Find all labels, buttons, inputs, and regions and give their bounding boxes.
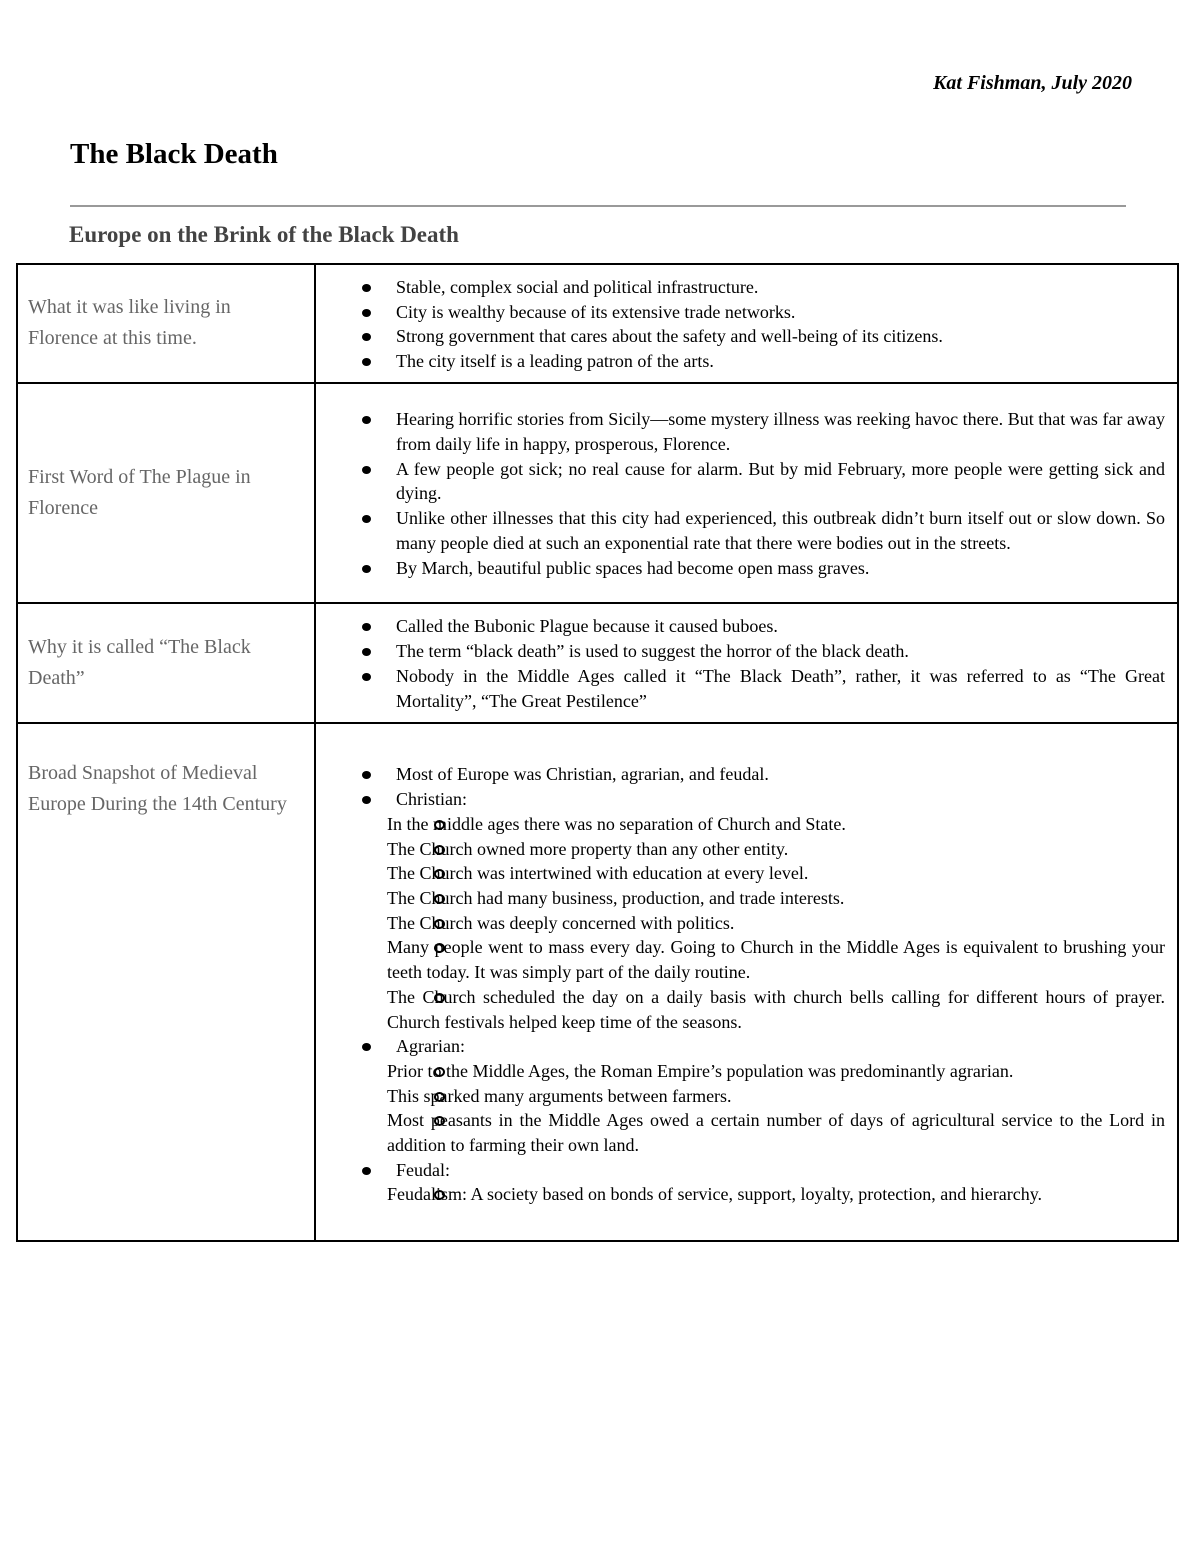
bullet-icon bbox=[362, 771, 371, 779]
bullet-icon bbox=[362, 796, 371, 804]
author-line: Kat Fishman, July 2020 bbox=[933, 72, 1132, 94]
list-item: Hearing horrific stories from Sicily—some mystery illness was reeking havoc there. But that was far away from daily life in happy, prosperous, Florence. bbox=[316, 407, 1165, 456]
bullet-icon bbox=[362, 648, 371, 656]
row-label: First Word of The Plague in Florence bbox=[17, 383, 315, 603]
hollow-bullet-icon bbox=[434, 993, 445, 1003]
bullet-icon bbox=[362, 515, 371, 523]
list-item: Feudal: Feudalism: A society based on bonds of service, support, loyalty, protection, and hierarchy. bbox=[316, 1158, 1165, 1207]
sub-list-item: This sparked many arguments between farmers. bbox=[387, 1085, 732, 1106]
hollow-bullet-icon bbox=[434, 845, 445, 855]
bullet-icon bbox=[362, 673, 371, 681]
bullet-icon bbox=[362, 333, 371, 341]
sublist-feudal bbox=[316, 1182, 1165, 1207]
bullet-icon bbox=[362, 1167, 371, 1175]
row-content bbox=[315, 383, 1178, 603]
row-content bbox=[315, 603, 1178, 723]
sub-list-item: In the middle ages there was no separation of Church and State. bbox=[387, 813, 846, 834]
sub-list-item: Many people went to mass every day. Going to Church in the Middle Ages is equivalent to brushing your teeth today. It was simply part of the daily routine. bbox=[387, 937, 1165, 983]
sub-list-item: The Church was deeply concerned with politics. bbox=[387, 912, 735, 933]
table-row bbox=[17, 603, 1178, 723]
bullet-icon bbox=[362, 565, 371, 573]
hollow-bullet-icon bbox=[434, 894, 445, 904]
list-item: Christian: In the middle ages there was no separation of Church and State. The Church owned more property than any other entity. The Church was intertwined with education at every level. The Church had many business, production, and trade interests. The Church was deeply concerned with politics. Many people went to mass every day. Going to Church in the Middle Ages is equivalent to brushing your teeth today. It was simply part of the daily routine. The Church scheduled the day on a daily basis with church bells calling for different hours of prayer. Church festivals helped keep time of the seasons. bbox=[316, 787, 1165, 1034]
sub-list-item: Most peasants in the Middle Ages owed a certain number of days of agricultural service to the Lord in addition to farming their own land. bbox=[387, 1110, 1165, 1156]
sublist-agrarian bbox=[316, 1059, 1165, 1158]
row-label: What it was like living in Florence at this time. bbox=[17, 264, 315, 383]
hollow-bullet-icon bbox=[434, 820, 445, 830]
list-item: Most of Europe was Christian, agrarian, and feudal. bbox=[316, 762, 1165, 787]
sublist-christian bbox=[316, 812, 1165, 1034]
row-label: Why it is called “The Black Death” bbox=[17, 603, 315, 723]
bullet-icon bbox=[362, 309, 371, 317]
list-item: A few people got sick; no real cause for alarm. But by mid February, more people were getting sick and dying. bbox=[316, 457, 1165, 506]
bullet-icon bbox=[362, 466, 371, 474]
row-content bbox=[315, 264, 1178, 383]
bullet-icon bbox=[362, 358, 371, 366]
sub-list-item: Feudalism: A society based on bonds of service, support, loyalty, protection, and hierarchy. bbox=[387, 1184, 1043, 1205]
row-label: Broad Snapshot of Medieval Europe During the 14th Century bbox=[17, 723, 315, 1241]
title-divider bbox=[70, 205, 1126, 207]
hollow-bullet-icon bbox=[434, 1092, 445, 1102]
list-item: Agrarian: Prior to the Middle Ages, the Roman Empire’s population was predominantly agrarian. This sparked many arguments between farmers. Most peasants in the Middle Ages owed a certain number of days of agricultural service to the Lord in addition to farming their own land. bbox=[316, 1034, 1165, 1158]
list-item: City is wealthy because of its extensive trade networks. bbox=[316, 300, 1165, 325]
table-row bbox=[17, 723, 1178, 1241]
section-heading: Europe on the Brink of the Black Death bbox=[69, 222, 459, 247]
bullet-icon bbox=[362, 1043, 371, 1051]
bullet-icon bbox=[362, 284, 371, 292]
hollow-bullet-icon bbox=[434, 919, 445, 929]
list-item: Nobody in the Middle Ages called it “The Black Death”, rather, it was referred to as “The Great Mortality”, “The Great Pestilence” bbox=[316, 664, 1165, 713]
list-item: The city itself is a leading patron of the arts. bbox=[316, 349, 1165, 374]
list-item: Stable, complex social and political infrastructure. bbox=[316, 275, 1165, 300]
list-item: Unlike other illnesses that this city had experienced, this outbreak didn’t burn itself out or slow down. So many people died at such an exponential rate that there were bodies out in the streets. bbox=[316, 506, 1165, 555]
table-row bbox=[17, 383, 1178, 603]
bullet-icon bbox=[362, 416, 371, 424]
table-row bbox=[17, 264, 1178, 383]
sub-list-item: The Church was intertwined with education at every level. bbox=[387, 863, 809, 884]
sub-list-item: The Church had many business, production, and trade interests. bbox=[387, 888, 845, 908]
list-item: By March, beautiful public spaces had become open mass graves. bbox=[316, 556, 1165, 581]
hollow-bullet-icon bbox=[434, 1067, 445, 1077]
sub-list-item: The Church owned more property than any other entity. bbox=[387, 838, 789, 859]
sub-list-item: The Church scheduled the day on a daily basis with church bells calling for different hours of prayer. Church festivals helped keep time of the seasons. bbox=[387, 986, 1165, 1032]
bullet-icon bbox=[362, 623, 371, 631]
list-item: Called the Bubonic Plague because it caused buboes. bbox=[316, 614, 1165, 639]
row-content bbox=[315, 723, 1178, 1241]
document-title: The Black Death bbox=[70, 138, 278, 170]
list-item: Strong government that cares about the safety and well-being of its citizens. bbox=[316, 324, 1165, 349]
info-table bbox=[16, 263, 1179, 1242]
sub-list-item: Prior to the Middle Ages, the Roman Empire’s population was predominantly agrarian. bbox=[387, 1060, 1014, 1081]
list-item: The term “black death” is used to suggest the horror of the black death. bbox=[316, 639, 1165, 664]
